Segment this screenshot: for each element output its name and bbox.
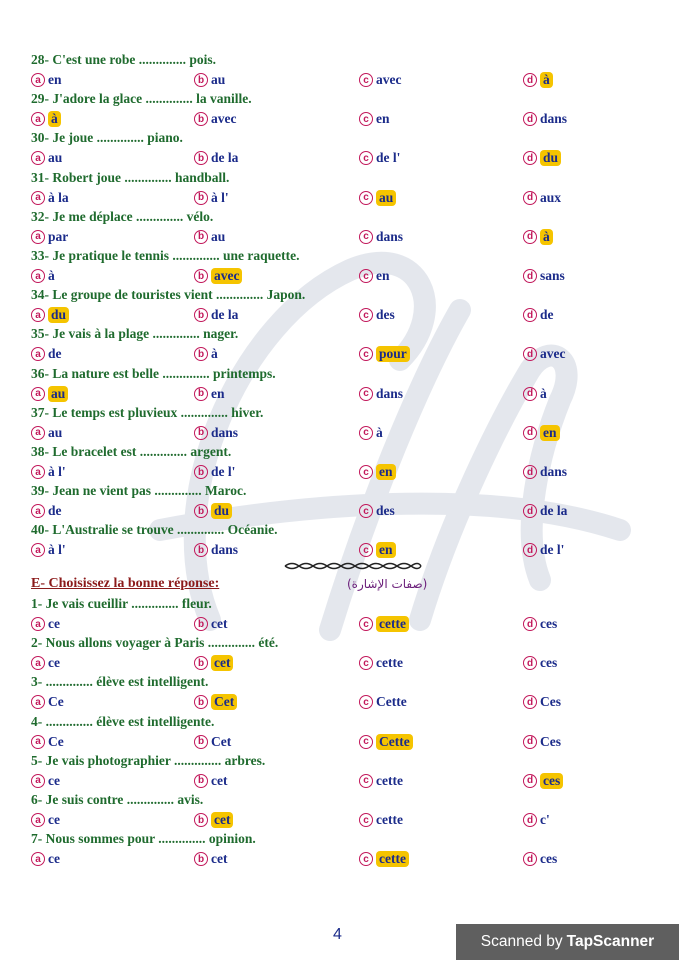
answer-option-c[interactable] (359, 424, 383, 442)
answer-text: en (376, 268, 390, 283)
answer-text: des (376, 307, 395, 323)
option-letter-circle-icon: d (523, 504, 537, 518)
question-text: 31- Robert joue .............. handball. (31, 169, 230, 185)
answer-option-d[interactable] (523, 306, 554, 324)
answer-option-d[interactable] (523, 850, 557, 868)
answer-option-b[interactable] (194, 424, 238, 442)
option-letter-circle-icon: a (31, 813, 45, 827)
option-letter-circle-icon: d (523, 73, 537, 87)
option-letter-circle-icon: d (523, 191, 537, 205)
answer-text: cette (376, 655, 403, 671)
answer-option-b[interactable] (194, 654, 233, 672)
question-text: 30- Je joue .............. piano. (31, 130, 183, 146)
answer-option-d[interactable] (523, 463, 567, 481)
answer-text: en (211, 385, 225, 401)
answer-text: au (211, 72, 226, 87)
answer-option-c[interactable] (359, 345, 410, 363)
option-letter-circle-icon: d (523, 151, 537, 165)
option-letter-circle-icon: c (359, 151, 373, 165)
option-letter-circle-icon: c (359, 774, 373, 788)
option-letter-circle-icon: d (523, 617, 537, 631)
option-letter-circle-icon: a (31, 617, 45, 631)
option-letter-circle-icon: a (31, 269, 45, 283)
answer-option-c[interactable] (359, 385, 403, 403)
answer-options-row (31, 541, 651, 559)
answer-option-c[interactable] (359, 811, 403, 829)
answer-option-a[interactable] (31, 772, 60, 790)
option-letter-circle-icon: c (359, 695, 373, 709)
answer-options-row (31, 733, 651, 751)
question-text: 7- Nous sommes pour .............. opinion. (31, 831, 256, 847)
answer-option-a[interactable] (31, 733, 64, 751)
answer-option-c[interactable] (359, 733, 413, 751)
highlighted-answer-text: à (540, 229, 553, 245)
answer-text: cette (376, 772, 403, 788)
answer-option-d[interactable] (523, 228, 553, 246)
option-letter-circle-icon: a (31, 112, 45, 126)
answer-option-c[interactable] (359, 615, 409, 633)
option-letter-circle-icon: d (523, 426, 537, 440)
option-letter-circle-icon: d (523, 852, 537, 866)
question-text: 1- Je vais cueillir .............. fleur. (31, 596, 212, 611)
highlighted-answer-text: ces (540, 773, 563, 789)
answer-text: de (48, 503, 62, 519)
option-letter-circle-icon: d (523, 813, 537, 827)
answer-text: dans (376, 228, 404, 244)
answer-text: Cette (376, 694, 407, 710)
option-letter-circle-icon: c (359, 269, 373, 283)
highlighted-answer-text: Cet (211, 694, 237, 710)
option-letter-circle-icon: b (194, 269, 208, 283)
question-text: 35- Je vais à la plage .............. nager. (31, 326, 239, 342)
answer-option-a[interactable] (31, 71, 62, 89)
answer-text: ce (48, 772, 60, 788)
answer-option-b[interactable] (194, 541, 238, 559)
answer-options-row (31, 850, 651, 868)
question-text: 29- J'adore la glace .............. la vanille. (31, 91, 252, 107)
answer-option-b[interactable] (194, 345, 218, 363)
question-text: 28- C'est une robe .............. pois. (31, 52, 217, 67)
answer-option-d[interactable] (523, 267, 565, 285)
answer-option-c[interactable] (359, 189, 396, 207)
answer-text: en (48, 72, 62, 87)
answer-options-row (31, 502, 651, 520)
option-letter-circle-icon: a (31, 347, 45, 361)
answer-text: avec (211, 111, 237, 127)
answer-option-a[interactable] (31, 502, 62, 520)
answer-option-a[interactable] (31, 850, 60, 868)
answer-text: au (211, 228, 226, 244)
option-letter-circle-icon: a (31, 308, 45, 322)
answer-text: de la (211, 307, 239, 323)
answer-option-d[interactable] (523, 615, 557, 633)
option-letter-circle-icon: b (194, 695, 208, 709)
option-letter-circle-icon: c (359, 73, 373, 87)
answer-options-row (31, 71, 651, 89)
option-letter-circle-icon: c (359, 112, 373, 126)
answer-text: Ces (540, 733, 561, 749)
option-letter-circle-icon: a (31, 191, 45, 205)
decorative-divider (283, 561, 423, 571)
answer-text: à (376, 424, 383, 440)
answer-text: de la (540, 503, 568, 519)
answer-option-d[interactable] (523, 733, 561, 751)
answer-option-a[interactable] (31, 811, 60, 829)
option-letter-circle-icon: d (523, 387, 537, 401)
answer-options-row (31, 110, 651, 128)
option-letter-circle-icon: b (194, 852, 208, 866)
answer-text: dans (540, 464, 568, 479)
answer-options-row (31, 811, 651, 829)
highlighted-answer-text: avec (211, 268, 242, 284)
option-letter-circle-icon: b (194, 504, 208, 518)
highlighted-answer-text: cet (211, 655, 233, 671)
answer-option-b[interactable] (194, 772, 227, 790)
option-letter-circle-icon: a (31, 656, 45, 670)
highlighted-answer-text: en (376, 542, 396, 558)
answer-option-b[interactable] (194, 850, 227, 868)
answer-options-row (31, 228, 651, 246)
answer-option-a[interactable] (31, 110, 61, 128)
option-letter-circle-icon: b (194, 465, 208, 479)
answer-option-d[interactable] (523, 345, 565, 363)
option-letter-circle-icon: a (31, 774, 45, 788)
answer-text: de (48, 346, 62, 362)
section-e-arabic-note: (صفات الإشارة) (347, 577, 428, 591)
option-letter-circle-icon: a (31, 426, 45, 440)
scanner-prefix: Scanned by (480, 933, 563, 950)
option-letter-circle-icon: b (194, 813, 208, 827)
answer-text: à l' (48, 464, 66, 479)
answer-option-c[interactable] (359, 541, 396, 559)
option-letter-circle-icon: a (31, 230, 45, 244)
answer-option-d[interactable] (523, 654, 557, 672)
question-text: 34- Le groupe de touristes vient .............. Japon. (31, 287, 306, 303)
option-letter-circle-icon: c (359, 735, 373, 749)
option-letter-circle-icon: d (523, 230, 537, 244)
option-letter-circle-icon: b (194, 617, 208, 631)
answer-text: à la (48, 189, 69, 205)
highlighted-answer-text: en (540, 425, 560, 441)
answer-option-a[interactable] (31, 463, 66, 481)
section-e-title: E- Choisissez la bonne réponse: (31, 576, 220, 591)
option-letter-circle-icon: d (523, 465, 537, 479)
option-letter-circle-icon: a (31, 504, 45, 518)
highlighted-answer-text: pour (376, 346, 410, 362)
answer-text: ce (48, 851, 60, 867)
answer-text: Ces (540, 694, 561, 710)
answer-option-c[interactable] (359, 463, 396, 481)
answer-text: de l' (376, 150, 401, 166)
question-text: 5- Je vais photographier .............. arbres. (31, 752, 266, 768)
option-letter-circle-icon: b (194, 656, 208, 670)
answer-option-a[interactable] (31, 654, 60, 672)
option-letter-circle-icon: c (359, 504, 373, 518)
option-letter-circle-icon: a (31, 735, 45, 749)
question-text: 33- Je pratique le tennis .............. une raquette. (31, 248, 300, 263)
answer-option-a[interactable] (31, 149, 62, 167)
option-letter-circle-icon: b (194, 308, 208, 322)
answer-option-c[interactable] (359, 228, 403, 246)
answer-option-c[interactable] (359, 110, 390, 128)
question-text: 38- Le bracelet est .............. argent. (31, 444, 232, 459)
answer-option-d[interactable] (523, 71, 553, 89)
answer-options-row (31, 654, 651, 672)
option-letter-circle-icon: d (523, 656, 537, 670)
answer-option-c[interactable] (359, 267, 390, 285)
option-letter-circle-icon: d (523, 308, 537, 322)
answer-text: cette (376, 812, 403, 827)
page-number: 4 (333, 926, 342, 943)
answer-text: à l' (211, 189, 229, 205)
option-letter-circle-icon: a (31, 151, 45, 165)
answer-text: de l' (540, 542, 565, 558)
answer-text: dans (376, 385, 404, 401)
answer-text: cet (211, 616, 228, 631)
question-text: 4- .............. élève est intelligente. (31, 713, 215, 729)
option-letter-circle-icon: b (194, 73, 208, 87)
answer-text: de l' (211, 464, 236, 479)
answer-option-b[interactable] (194, 811, 233, 829)
highlighted-answer-text: à (48, 111, 61, 127)
option-letter-circle-icon: c (359, 387, 373, 401)
answer-options-row (31, 772, 651, 790)
option-letter-circle-icon: b (194, 543, 208, 557)
answer-option-a[interactable] (31, 385, 68, 403)
option-letter-circle-icon: a (31, 695, 45, 709)
option-letter-circle-icon: b (194, 151, 208, 165)
question-text: 36- La nature est belle .............. printemps. (31, 365, 276, 381)
answer-option-d[interactable] (523, 149, 561, 167)
answer-text: à (48, 268, 55, 283)
highlighted-answer-text: du (211, 503, 232, 519)
option-letter-circle-icon: c (359, 656, 373, 670)
answer-option-d[interactable] (523, 811, 550, 829)
answer-option-b[interactable] (194, 306, 238, 324)
answer-options-row (31, 424, 651, 442)
answer-option-d[interactable] (523, 110, 567, 128)
option-letter-circle-icon: a (31, 73, 45, 87)
answer-option-c[interactable] (359, 306, 395, 324)
option-letter-circle-icon: c (359, 308, 373, 322)
option-letter-circle-icon: c (359, 191, 373, 205)
option-letter-circle-icon: d (523, 774, 537, 788)
option-letter-circle-icon: a (31, 465, 45, 479)
answer-option-d[interactable] (523, 189, 561, 207)
answer-option-c[interactable] (359, 502, 395, 520)
answer-option-d[interactable] (523, 385, 547, 403)
answer-option-b[interactable] (194, 189, 229, 207)
answer-text: c' (540, 812, 550, 827)
option-letter-circle-icon: d (523, 269, 537, 283)
option-letter-circle-icon: b (194, 387, 208, 401)
answer-option-a[interactable] (31, 267, 55, 285)
answer-options-row (31, 693, 651, 711)
highlighted-answer-text: cet (211, 812, 233, 828)
option-letter-circle-icon: c (359, 347, 373, 361)
answer-options-row (31, 463, 651, 481)
answer-options-row (31, 267, 651, 285)
answer-text: à (211, 346, 218, 362)
answer-option-b[interactable] (194, 71, 225, 89)
answer-text: sans (540, 268, 565, 283)
option-letter-circle-icon: d (523, 347, 537, 361)
answer-text: de la (211, 150, 239, 166)
answer-option-c[interactable] (359, 71, 401, 89)
question-text: 40- L'Australie se trouve .............. Océanie. (31, 522, 278, 538)
highlighted-answer-text: du (540, 150, 561, 166)
answer-option-a[interactable] (31, 306, 69, 324)
highlighted-answer-text: à (540, 72, 553, 88)
option-letter-circle-icon: c (359, 813, 373, 827)
scanner-brand: TapScanner (566, 933, 655, 950)
answer-option-b[interactable] (194, 149, 238, 167)
answer-option-b[interactable] (194, 502, 232, 520)
option-letter-circle-icon: d (523, 695, 537, 709)
option-letter-circle-icon: b (194, 774, 208, 788)
highlighted-answer-text: cette (376, 616, 409, 632)
answer-options-row (31, 306, 651, 324)
answer-options-row (31, 385, 651, 403)
option-letter-circle-icon: b (194, 426, 208, 440)
answer-text: dans (540, 111, 568, 127)
highlighted-answer-text: au (376, 190, 396, 206)
option-letter-circle-icon: b (194, 191, 208, 205)
question-text: 2- Nous allons voyager à Paris .............. été. (31, 635, 279, 651)
answer-option-c[interactable] (359, 693, 407, 711)
answer-text: à l' (48, 542, 66, 558)
answer-option-b[interactable] (194, 228, 225, 246)
highlighted-answer-text: au (48, 386, 68, 402)
answer-text: ces (540, 616, 558, 631)
answer-text: aux (540, 189, 562, 205)
answer-options-row (31, 149, 651, 167)
option-letter-circle-icon: a (31, 387, 45, 401)
highlighted-answer-text: en (376, 464, 396, 480)
highlighted-answer-text: Cette (376, 734, 413, 750)
option-letter-circle-icon: a (31, 543, 45, 557)
scanner-badge (456, 924, 679, 960)
answer-option-a[interactable] (31, 541, 66, 559)
option-letter-circle-icon: c (359, 852, 373, 866)
answer-options-row (31, 345, 651, 363)
highlighted-answer-text: cette (376, 851, 409, 867)
option-letter-circle-icon: c (359, 543, 373, 557)
answer-option-a[interactable] (31, 615, 60, 633)
answer-options-row (31, 615, 651, 633)
answer-text: ce (48, 655, 60, 671)
answer-option-b[interactable] (194, 110, 236, 128)
option-letter-circle-icon: a (31, 852, 45, 866)
answer-option-c[interactable] (359, 149, 400, 167)
answer-text: cet (211, 851, 228, 867)
answer-text: par (48, 228, 69, 244)
answer-text: Cet (211, 733, 232, 749)
question-text: 37- Le temps est pluvieux .............. hiver. (31, 404, 264, 420)
answer-text: de (540, 307, 554, 323)
option-letter-circle-icon: b (194, 230, 208, 244)
option-letter-circle-icon: b (194, 112, 208, 126)
answer-option-d[interactable] (523, 424, 560, 442)
option-letter-circle-icon: d (523, 112, 537, 126)
answer-text: Ce (48, 694, 64, 710)
answer-option-b[interactable] (194, 615, 227, 633)
answer-option-a[interactable] (31, 228, 68, 246)
answer-option-a[interactable] (31, 189, 69, 207)
option-letter-circle-icon: c (359, 465, 373, 479)
answer-text: dans (211, 424, 239, 440)
option-letter-circle-icon: c (359, 426, 373, 440)
answer-text: cet (211, 772, 228, 788)
answer-text: dans (211, 542, 239, 558)
answer-option-b[interactable] (194, 693, 237, 711)
answer-text: au (48, 424, 63, 440)
answer-option-a[interactable] (31, 345, 62, 363)
answer-option-d[interactable] (523, 772, 563, 790)
answer-text: ces (540, 851, 558, 867)
answer-text: ce (48, 812, 60, 827)
answer-option-d[interactable] (523, 502, 567, 520)
question-text: 32- Je me déplace .............. vélo. (31, 208, 214, 224)
answer-text: ce (48, 616, 60, 631)
answer-option-c[interactable] (359, 654, 403, 672)
answer-text: au (48, 150, 63, 166)
question-text: 6- Je suis contre .............. avis. (31, 792, 204, 807)
answer-option-a[interactable] (31, 424, 62, 442)
question-text: 39- Jean ne vient pas .............. Maroc. (31, 483, 247, 499)
answer-options-row (31, 189, 651, 207)
answer-text: en (376, 111, 390, 127)
highlighted-answer-text: du (48, 307, 69, 323)
answer-option-b[interactable] (194, 267, 242, 285)
option-letter-circle-icon: c (359, 230, 373, 244)
answer-option-b[interactable] (194, 733, 231, 751)
answer-text: avec (540, 346, 566, 362)
option-letter-circle-icon: d (523, 735, 537, 749)
answer-option-c[interactable] (359, 850, 409, 868)
option-letter-circle-icon: b (194, 735, 208, 749)
answer-text: avec (376, 72, 402, 87)
answer-option-b[interactable] (194, 385, 225, 403)
answer-text: à (540, 385, 547, 401)
answer-option-d[interactable] (523, 541, 564, 559)
answer-option-c[interactable] (359, 772, 403, 790)
option-letter-circle-icon: d (523, 543, 537, 557)
answer-option-d[interactable] (523, 693, 561, 711)
answer-option-b[interactable] (194, 463, 235, 481)
option-letter-circle-icon: c (359, 617, 373, 631)
answer-option-a[interactable] (31, 693, 64, 711)
answer-text: des (376, 503, 395, 519)
answer-text: Ce (48, 733, 64, 749)
answer-text: ces (540, 655, 558, 671)
option-letter-circle-icon: b (194, 347, 208, 361)
question-text: 3- .............. élève est intelligent. (31, 674, 209, 690)
